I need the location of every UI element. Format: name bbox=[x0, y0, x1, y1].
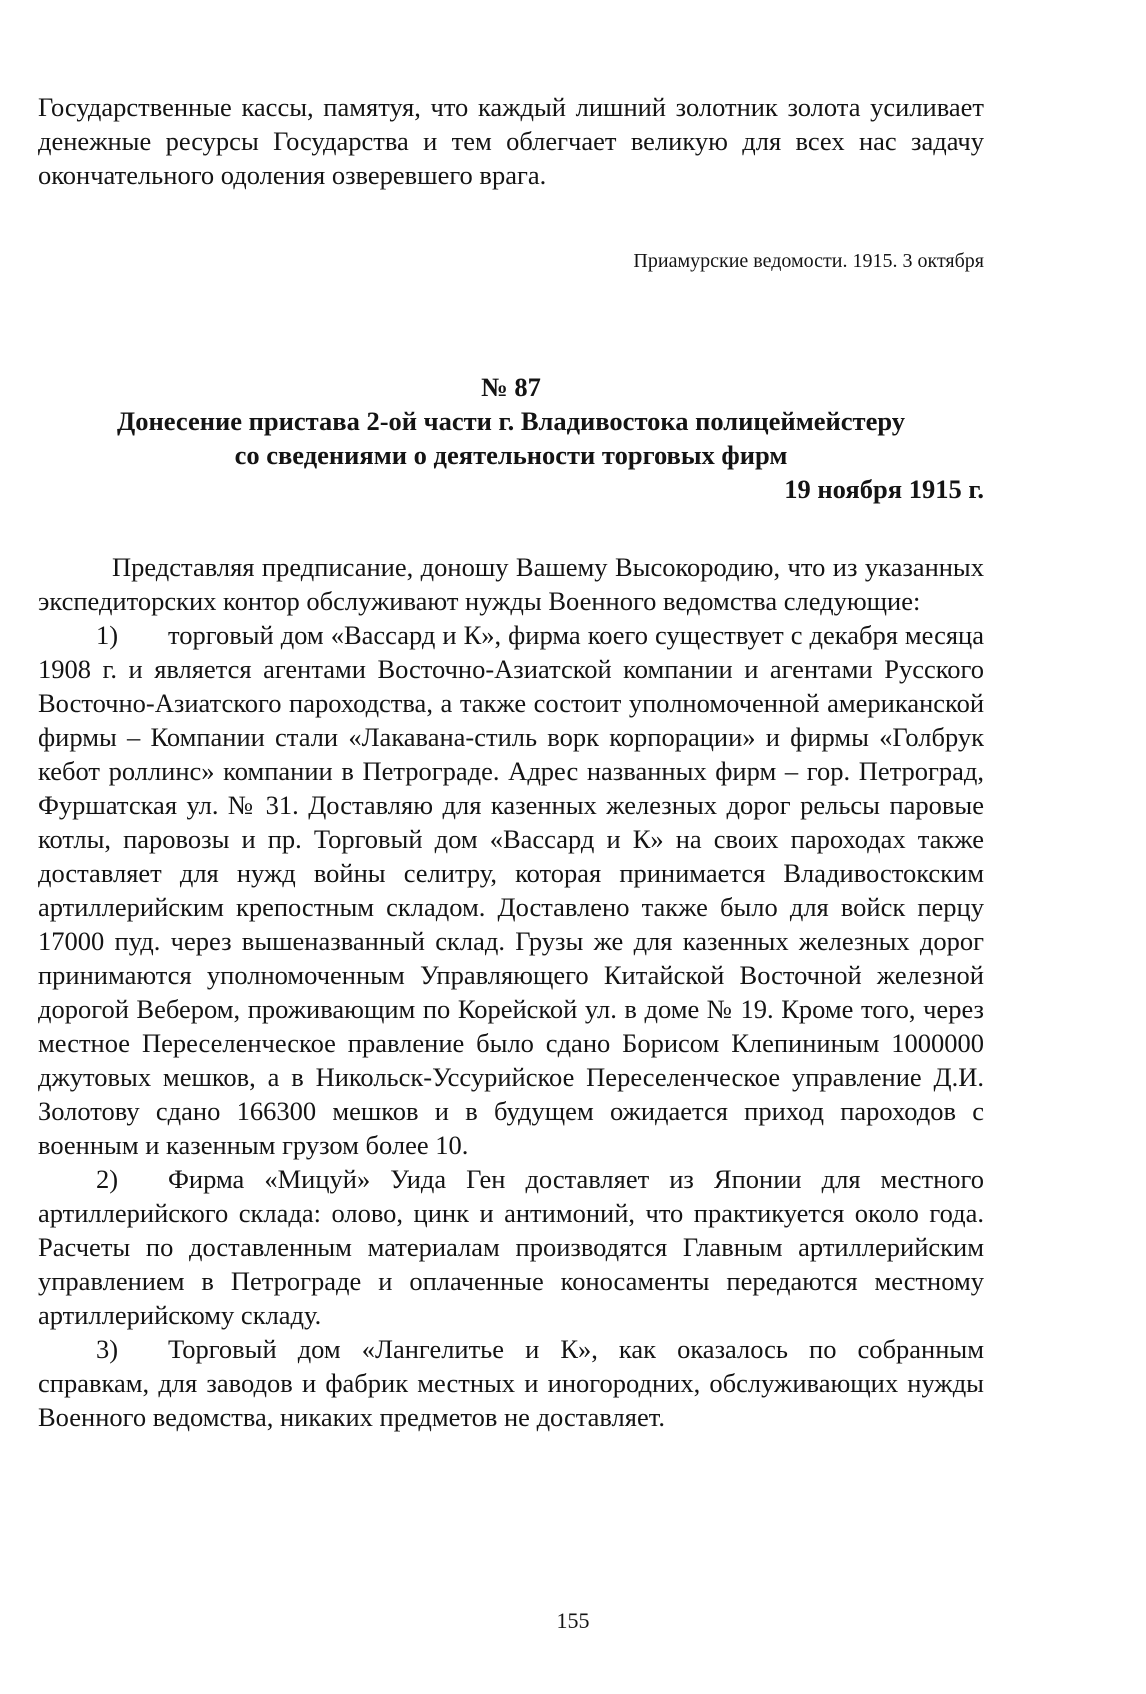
intro-paragraph: Представляя предписание, доношу Вашему Высокородию, что из указанных экспедиторских контор обслуживают нужды Военного ведомства следующие: bbox=[38, 552, 984, 616]
list-item-text: торговый дом «Вассард и К», фирма коего существует с декабря месяца 1908 г. и является агентами Восточно-Азиатской компании и агентами Русского Восточно-Азиатского пароходства, а также состоит уполномоченной американской фирмы – Компании стали «Лакавана-стиль ворк корпорации» и фирмы «Голбрук кебот роллинс» компании в Петрограде. Адрес названных фирм – гор. Петроград, Фуршатская ул. № 31. Доставляю для казенных железных дорог рельсы паровые котлы, паровозы и пр. Торговый дом «Вассард и К» на своих пароходах также доставляет для нужд войны селитру, которая принимается Владивостокским артиллерийским крепостным складом. Доставлено также было для войск перцу 17000 пуд. через вышеназванный склад. Грузы же для казенных железных дорог принимаются уполномоченным Управляющего Китайской Восточной железной дорогой Вебером, проживающим по Корейской ул. в доме № 19. Кроме того, через местное Переселенческое правление было сдано Борисом Клепининым 1000000 джутовых мешков, а в Никольск-Уссурийское Переселенческое управление Д.И. Золотову сдано 166300 мешков и в будущем ожидается приход пароходов с военным и казенным грузом более 10. bbox=[38, 620, 984, 1160]
continuation-paragraph: Государственные кассы, памятуя, что каждый лишний золотник золота усиливает денежные ресурсы Государства и тем облегчает великую для всех нас задачу окончательного одоления озверевшего врага. bbox=[38, 92, 984, 190]
list-item-number: 3) bbox=[96, 1334, 119, 1364]
list-item bbox=[38, 1162, 984, 1332]
page-number: 155 bbox=[556, 1608, 590, 1633]
source-citation: Приамурские ведомости. 1915. 3 октября bbox=[633, 250, 984, 272]
list-item-text: Торговый дом «Лангелитье и К», как оказалось по собранным справкам, для заводов и фабрик местных и иногородних, обслуживающих нужды Военного ведомства, никаких предметов не доставляет. bbox=[38, 1334, 984, 1432]
document-title-line-1: Донесение пристава 2-ой части г. Владивостока полицеймейстеру bbox=[117, 406, 905, 436]
list-item-text: Фирма «Мицуй» Уида Ген доставляет из Японии для местного артиллерийского склада: олово, цинк и антимоний, что практикуется около года. Расчеты по доставленным материалам производятся Главным артиллерийским управлением в Петрограде и оплаченные коносаменты передаются местному артиллерийскому складу. bbox=[38, 1164, 984, 1330]
list-item-number: 1) bbox=[96, 620, 119, 650]
list-item-number: 2) bbox=[96, 1164, 119, 1194]
list-item bbox=[38, 618, 984, 1162]
document-date: 19 ноября 1915 г. bbox=[784, 474, 984, 504]
list-item bbox=[38, 1332, 984, 1434]
document-number: № 87 bbox=[481, 372, 541, 402]
page-content bbox=[38, 90, 984, 1434]
document-title-line-2: со сведениями о деятельности торговых фирм bbox=[234, 440, 788, 470]
